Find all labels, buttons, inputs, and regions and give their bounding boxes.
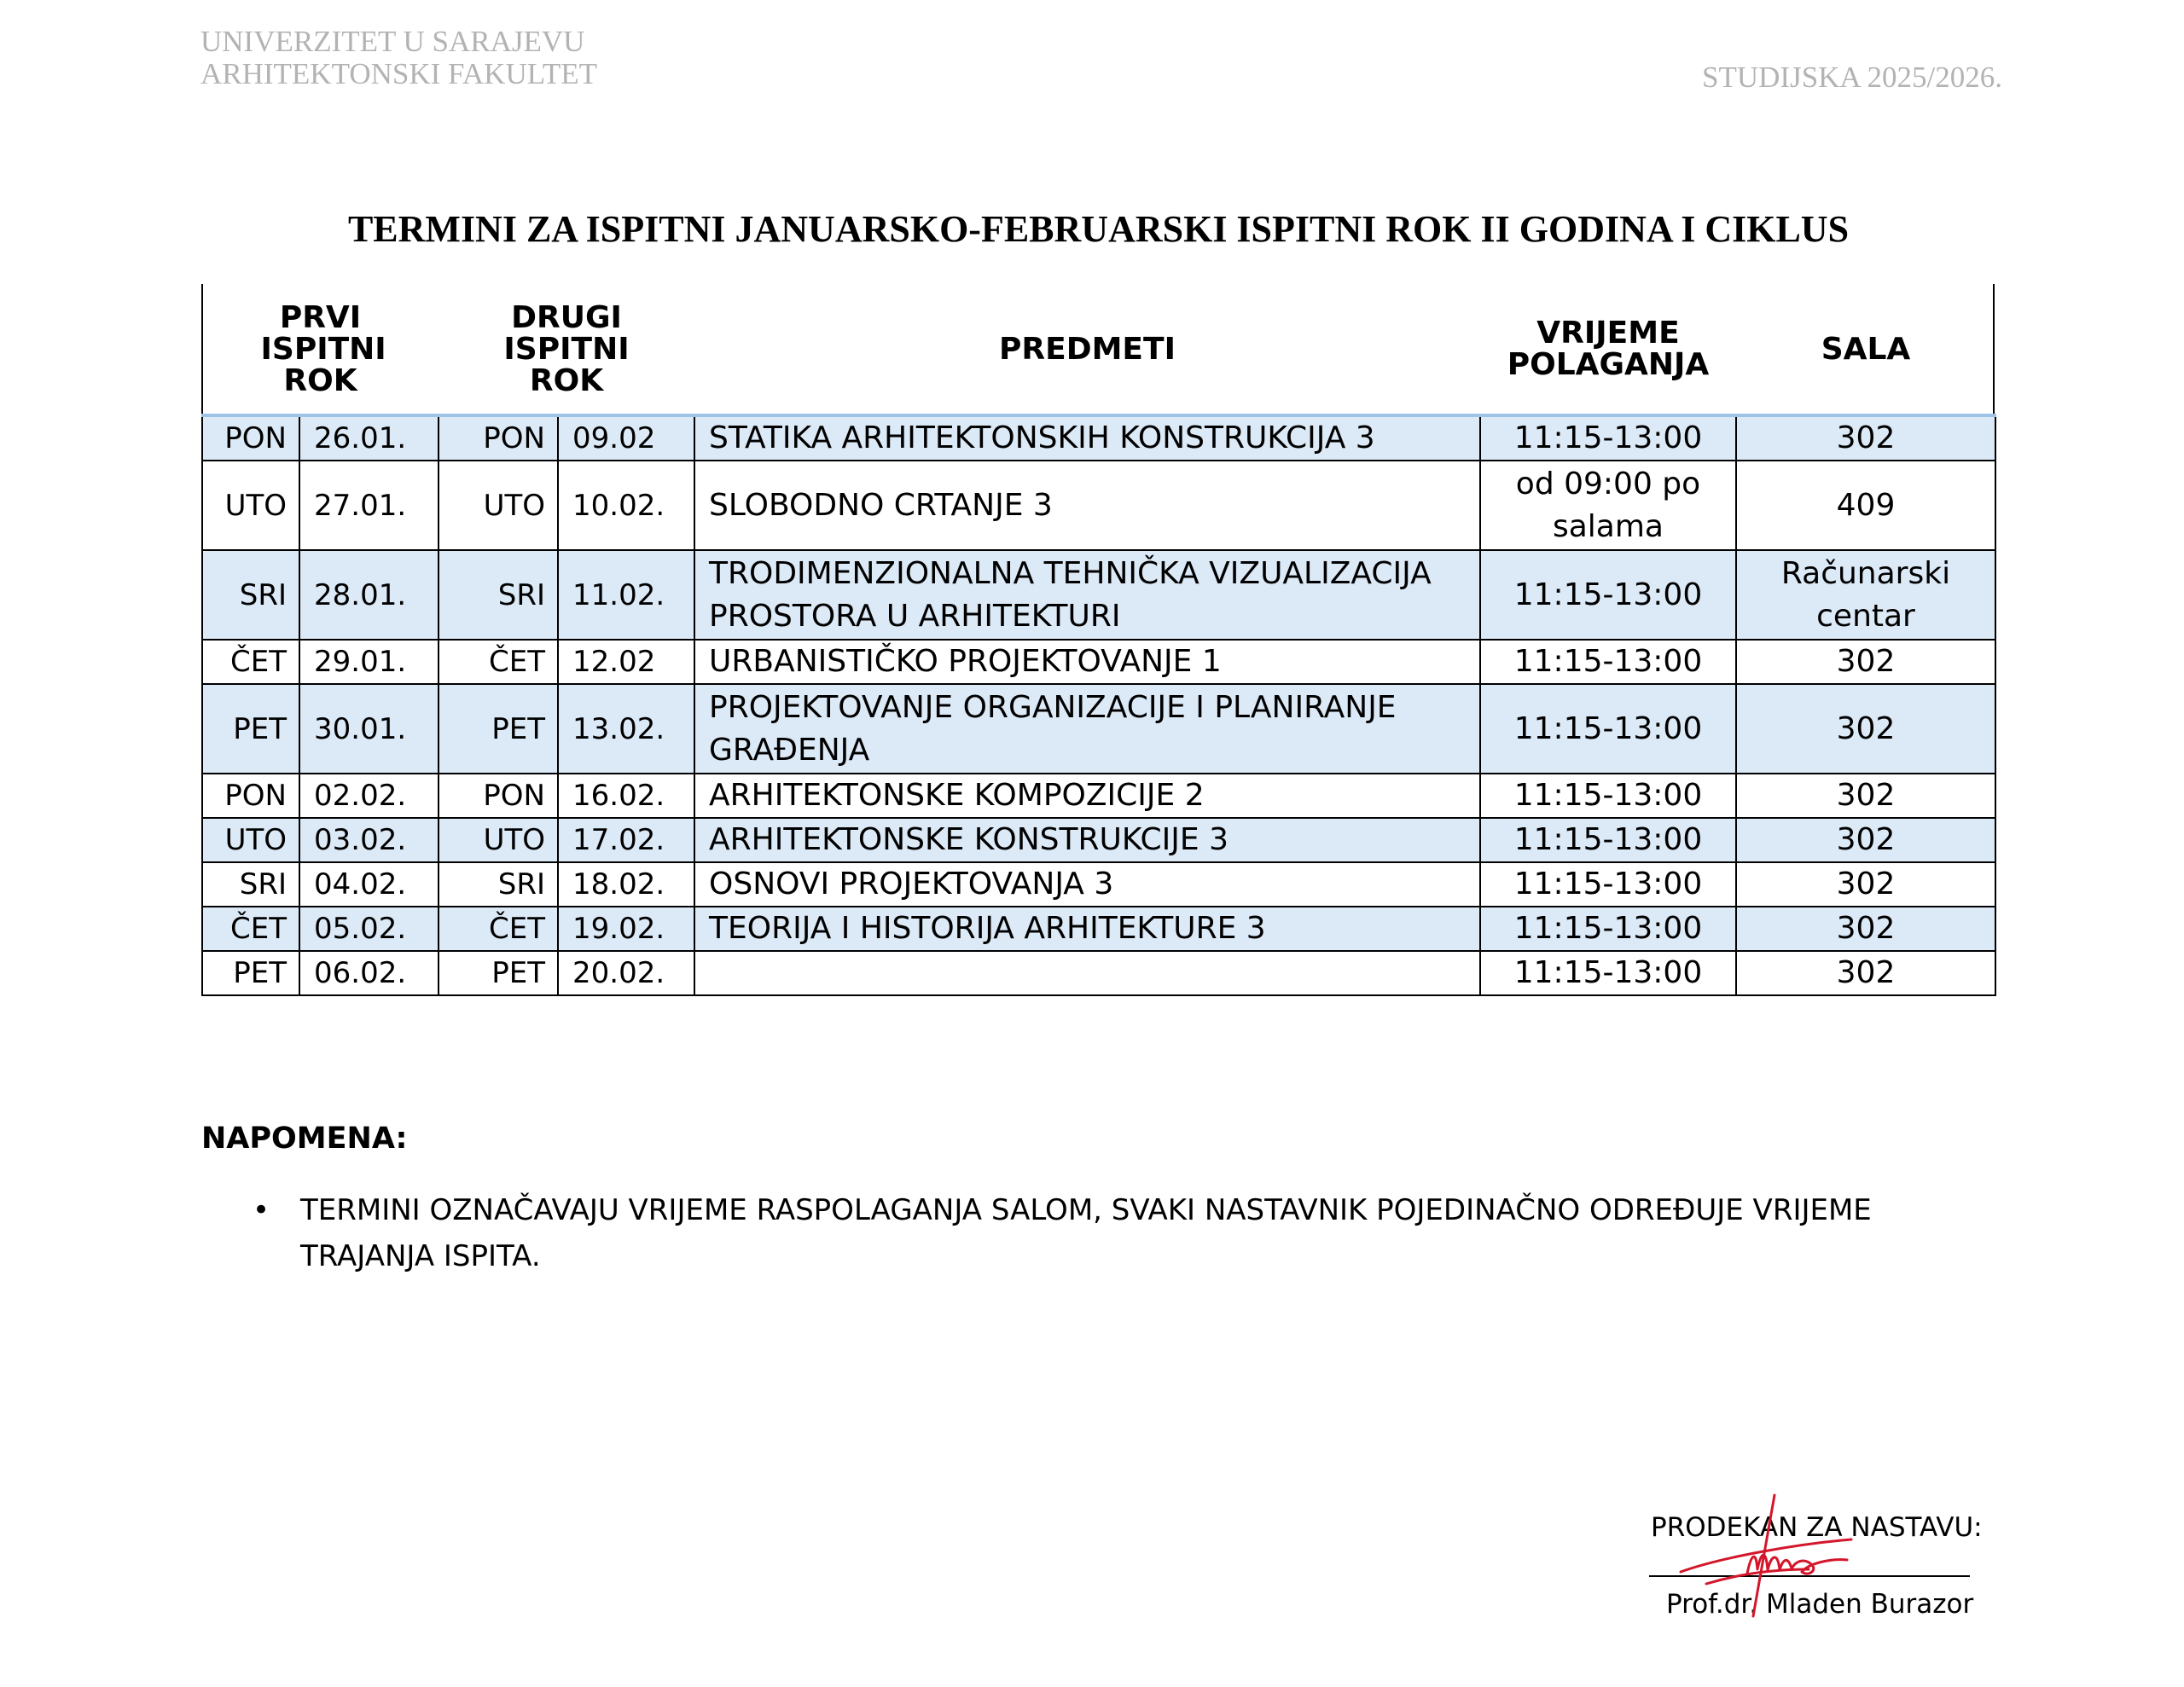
room-cell: 302: [1736, 774, 1995, 818]
second-term-day: PON: [439, 774, 558, 818]
column-header-room: SALA: [1736, 284, 1995, 415]
subject-cell: TEORIJA I HISTORIJA ARHITEKTURE 3: [694, 907, 1480, 951]
first-term-date: 26.01.: [299, 415, 439, 461]
subject-cell: ARHITEKTONSKE KONSTRUKCIJE 3: [694, 818, 1480, 862]
room-cell: 302: [1736, 818, 1995, 862]
second-term-day: PET: [439, 684, 558, 774]
room-cell: Računarski centar: [1736, 550, 1995, 640]
table-row: [202, 774, 1995, 818]
subject-cell: ARHITEKTONSKE KOMPOZICIJE 2: [694, 774, 1480, 818]
first-term-day: PET: [202, 684, 299, 774]
second-term-day: ČET: [439, 907, 558, 951]
first-term-date: 27.01.: [299, 461, 439, 550]
time-cell: 11:15-13:00: [1480, 951, 1736, 995]
subject-cell: URBANISTIČKO PROJEKTOVANJE 1: [694, 640, 1480, 684]
first-term-date: 06.02.: [299, 951, 439, 995]
time-cell: 11:15-13:00: [1480, 862, 1736, 907]
table-row: [202, 461, 1995, 550]
time-cell: 11:15-13:00: [1480, 907, 1736, 951]
second-term-date: 10.02.: [558, 461, 694, 550]
university-header: [200, 26, 597, 90]
exam-schedule-table: [201, 284, 1996, 996]
subject-cell: PROJEKTOVANJE ORGANIZACIJE I PLANIRANJE GRAĐENJA: [694, 684, 1480, 774]
subject-cell: STATIKA ARHITEKTONSKIH KONSTRUKCIJA 3: [694, 415, 1480, 461]
second-term-day: PON: [439, 415, 558, 461]
first-term-day: SRI: [202, 862, 299, 907]
first-term-day: UTO: [202, 818, 299, 862]
second-term-day: UTO: [439, 818, 558, 862]
second-term-day: ČET: [439, 640, 558, 684]
first-term-date: 28.01.: [299, 550, 439, 640]
table-row: [202, 951, 1995, 995]
document-title: TERMINI ZA ISPITNI JANUARSKO-FEBRUARSKI ISPITNI ROK II GODINA I CIKLUS: [347, 208, 1850, 250]
note-list: [253, 1187, 1873, 1279]
time-cell: 11:15-13:00: [1480, 818, 1736, 862]
second-term-day: PET: [439, 951, 558, 995]
table-row: [202, 862, 1995, 907]
second-term-date: 16.02.: [558, 774, 694, 818]
column-header-time: VRIJEME POLAGANJA: [1480, 284, 1736, 415]
handwritten-signature: [1672, 1488, 1928, 1625]
note-item: TERMINI OZNAČAVAJU VRIJEME RASPOLAGANJA SALOM, SVAKI NASTAVNIK POJEDINAČNO ODREĐUJE VRIJEME TRAJANJA ISPITA.: [300, 1193, 1872, 1273]
second-term-date: 17.02.: [558, 818, 694, 862]
first-term-day: UTO: [202, 461, 299, 550]
signature-title: PRODEKAN ZA NASTAVU:: [1651, 1512, 1983, 1543]
note-title: NAPOMENA:: [201, 1122, 408, 1156]
first-term-day: PON: [202, 774, 299, 818]
table-row: [202, 415, 1995, 461]
table-row: [202, 684, 1995, 774]
first-term-day: SRI: [202, 550, 299, 640]
room-cell: 302: [1736, 415, 1995, 461]
table-row: [202, 550, 1995, 640]
column-header-first-term: PRVI ISPITNI ROK: [202, 284, 439, 415]
first-term-day: PET: [202, 951, 299, 995]
first-term-day: PON: [202, 415, 299, 461]
signatory-name: Prof.dr. Mladen Burazor: [1666, 1589, 1974, 1620]
subject-cell: SLOBODNO CRTANJE 3: [694, 461, 1480, 550]
table-row: [202, 640, 1995, 684]
time-cell: 11:15-13:00: [1480, 415, 1736, 461]
first-term-date: 30.01.: [299, 684, 439, 774]
first-term-date: 02.02.: [299, 774, 439, 818]
university-name: UNIVERZITET U SARAJEVU: [200, 25, 585, 58]
first-term-day: ČET: [202, 907, 299, 951]
faculty-name: ARHITEKTONSKI FAKULTET: [200, 57, 598, 90]
time-cell: 11:15-13:00: [1480, 684, 1736, 774]
room-cell: 302: [1736, 907, 1995, 951]
time-cell: 11:15-13:00: [1480, 640, 1736, 684]
subject-cell: OSNOVI PROJEKTOVANJA 3: [694, 862, 1480, 907]
second-term-day: SRI: [439, 862, 558, 907]
second-term-date: 20.02.: [558, 951, 694, 995]
first-term-date: 29.01.: [299, 640, 439, 684]
first-term-date: 05.02.: [299, 907, 439, 951]
first-term-date: 03.02.: [299, 818, 439, 862]
table-row: [202, 818, 1995, 862]
column-header-subjects: PREDMETI: [694, 284, 1480, 415]
first-term-date: 04.02.: [299, 862, 439, 907]
room-cell: 302: [1736, 640, 1995, 684]
room-cell: 409: [1736, 461, 1995, 550]
room-cell: 302: [1736, 684, 1995, 774]
second-term-date: 13.02.: [558, 684, 694, 774]
subject-cell: TRODIMENZIONALNA TEHNIČKA VIZUALIZACIJA PROSTORA U ARHITEKTURI: [694, 550, 1480, 640]
second-term-date: 12.02: [558, 640, 694, 684]
second-term-date: 19.02.: [558, 907, 694, 951]
first-term-day: ČET: [202, 640, 299, 684]
table-row: [202, 907, 1995, 951]
time-cell: 11:15-13:00: [1480, 550, 1736, 640]
column-header-second-term: DRUGI ISPITNI ROK: [439, 284, 694, 415]
table-body: [202, 415, 1995, 995]
subject-cell: [694, 951, 1480, 995]
room-cell: 302: [1736, 951, 1995, 995]
second-term-date: 09.02: [558, 415, 694, 461]
room-cell: 302: [1736, 862, 1995, 907]
second-term-day: SRI: [439, 550, 558, 640]
second-term-date: 11.02.: [558, 550, 694, 640]
bullet-icon: •: [253, 1193, 270, 1227]
second-term-day: UTO: [439, 461, 558, 550]
time-cell: od 09:00 po salama: [1480, 461, 1736, 550]
academic-year: STUDIJSKA 2025/2026.: [1702, 61, 2002, 94]
second-term-date: 18.02.: [558, 862, 694, 907]
time-cell: 11:15-13:00: [1480, 774, 1736, 818]
table-header-row: [202, 284, 1995, 415]
